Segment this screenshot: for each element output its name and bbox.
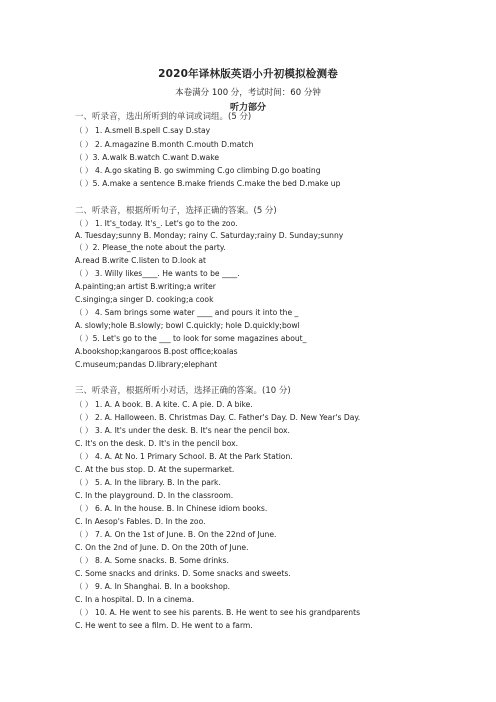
section-heading: 一、听录音，选出所听到的单词或词组。(5 分) [75, 112, 252, 122]
question-line: （ ） 4. Sam brings some water ____ and pours it into the _ [75, 308, 299, 317]
question-line: （ ） 4. A. At No. 1 Primary School. B. At the Park Station. [75, 452, 293, 461]
question-line: （ ） 3. A. It's under the desk. B. It's near the pencil box. [75, 426, 290, 435]
question-line: （ ） 5. A. In the library. B. In the park. [75, 478, 221, 487]
question-line: （ ）5. Let's go to the ___ to look for some magazines about_ [75, 334, 307, 343]
answer-line: C. Some snacks and drinks. D. Some snacks and sweets. [75, 569, 291, 578]
answer-line: A.bookshop;kangaroos B.post office;koalas [75, 347, 238, 356]
question-line: （ ）5. A.make a sentence B.make friends C.make the bed D.make up [75, 179, 341, 188]
answer-line: C.singing;a singer D. cooking;a cook [75, 295, 214, 304]
answer-line: C. It's on the desk. D. It's in the pencil box. [75, 439, 239, 448]
answer-line: C. At the bus stop. D. At the supermarket. [75, 465, 235, 474]
question-line: （ ）2. Please_the note about the party. [75, 243, 226, 252]
answer-line: C. In the playground. D. In the classroom. [75, 491, 234, 500]
answer-line: C.museum;pandas D.library;elephant [75, 360, 218, 369]
question-line: （ ） 1. A.smell B.spell C.say D.stay [75, 126, 211, 135]
answer-line: A.painting;an artist B.writing;a writer [75, 282, 216, 291]
question-line: （ ） 4. A.go skating B. go swimming C.go climbing D.go boating [75, 166, 321, 175]
section-heading: 二、听录音，根据所听句子，选择正确的答案。(5 分) [75, 206, 277, 216]
question-line: （ ） 6. A. In the house. B. In Chinese idiom books. [75, 504, 268, 513]
question-line: （ ） 1. A. A book. B. A kite. C. A pie. D. A bike. [75, 400, 253, 409]
question-line: （ ） 9. A. In Shanghai. B. In a bookshop. [75, 582, 231, 591]
answer-line: A. Tuesday;sunny B. Monday; rainy C. Saturday;rainy D. Sunday;sunny [75, 231, 344, 240]
section-heading: 三、听录音，根据所听小对话，选择正确的答案。(10 分) [75, 386, 291, 396]
question-line: （ ） 10. A. He went to see his parents. B. He went to see his grandparents [75, 608, 361, 617]
question-line: （ ） 1. It's_today. It's_. Let's go to the zoo. [75, 219, 238, 228]
page-title: 2020年译林版英语小升初模拟检测卷 [158, 68, 338, 80]
question-line: （ ）3. A.walk B.watch C.want D.wake [75, 153, 220, 162]
question-line: （ ） 3. Willy likes____. He wants to be ____. [75, 269, 240, 278]
answer-line: C. He went to see a film. D. He went to a farm. [75, 621, 253, 630]
answer-line: C. In Aesop's Fables. D. In the zoo. [75, 517, 206, 526]
question-line: （ ） 2. A.magazine B.month C.mouth D.match [75, 140, 254, 149]
answer-line: A. slowly;hole B.slowly; bowl C.quickly; hole D.quickly;bowl [75, 321, 300, 330]
question-line: （ ） 2. A. Halloween. B. Christmas Day. C. Father's Day. D. New Year's Day. [75, 413, 361, 422]
exam-info: 本卷满分 100 分，考试时间：60 分钟 [175, 88, 321, 98]
answer-line: C. On the 2nd of June. D. On the 20th of June. [75, 543, 249, 552]
question-line: （ ） 7. A. On the 1st of June. B. On the 22nd of June. [75, 530, 277, 539]
answer-line: A.read B.write C.listen to D.look at [75, 256, 207, 265]
answer-line: C. In a hospital. D. In a cinema. [75, 595, 195, 604]
question-line: （ ） 8. A. Some snacks. B. Some drinks. [75, 556, 229, 565]
part-heading: 听力部分 [229, 103, 266, 113]
